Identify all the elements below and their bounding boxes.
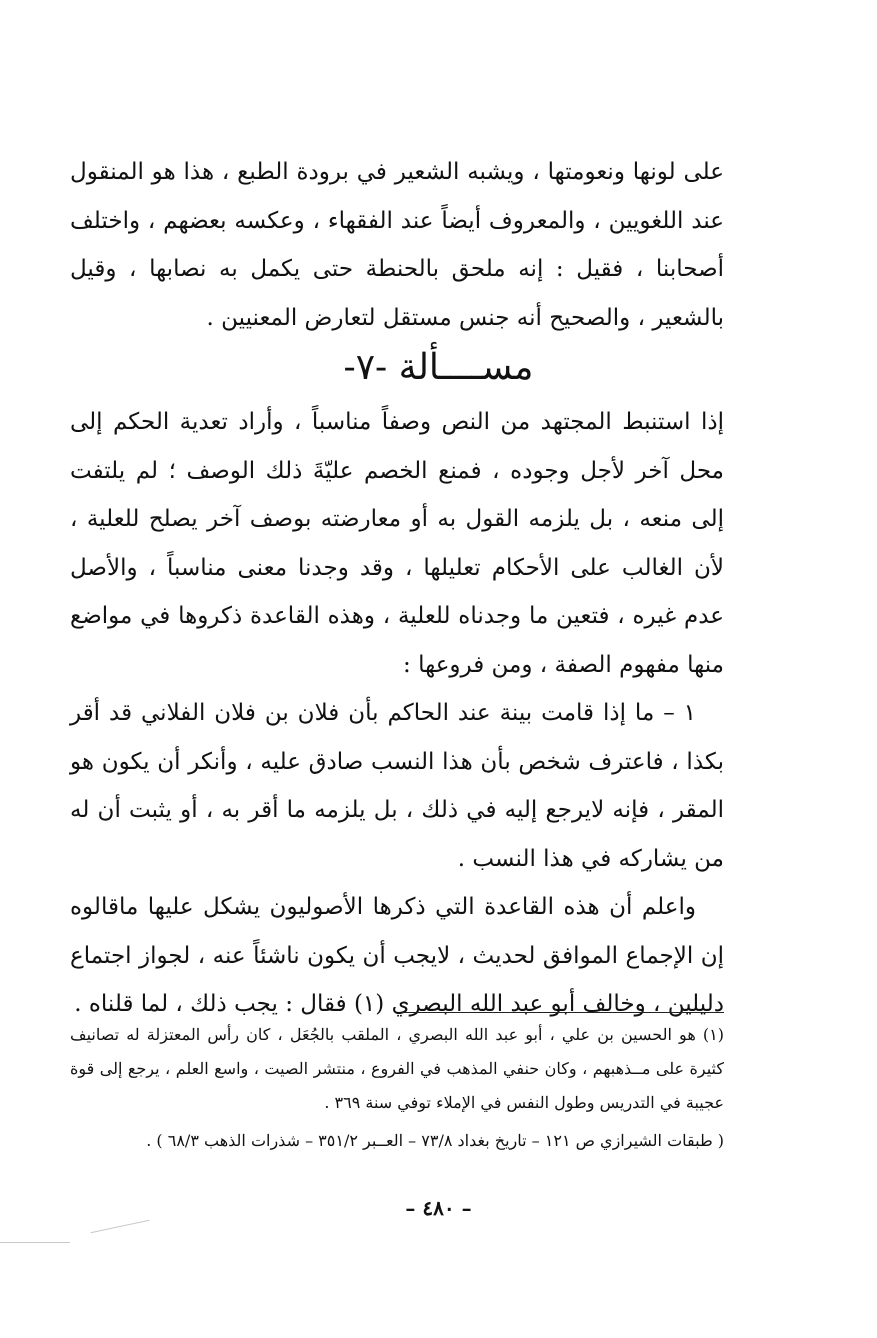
scan-artifact-line: [0, 1242, 70, 1243]
main-section: [70, 398, 724, 1029]
branch-1-paragraph: ١ – ما إذا قامت بينة عند الحاكم بأن فلان بن فلان الفلاني قد أقر بكذا ، فاعترف شخص بأن هذا النسب صادق عليه ، وأنكر أن يكون هو المقر ، فإنه لايرجع إليه في ذلك ، بل يلزمه ما أقر به ، أو يثبت أن له من يشاركه في هذا النسب .: [70, 700, 724, 872]
page-number: – ٤٨٠ –: [405, 1196, 472, 1220]
footnote-sources: ( طبقات الشيرازي ص ١٢١ – تاريخ بغداد ٧٣/٨ – العــبر ٣٥١/٢ – شذرات الذهب ٦٨/٣ ) .: [146, 1131, 724, 1150]
section-heading: مســــألة -٧-: [343, 347, 534, 388]
main-paragraph: إذا استنبط المجتهد من النص وصفاً مناسباً ، وأراد تعدية الحكم إلى محل آخر لأجل وجوده ، فمنع الخصم عليّةَ ذلك الوصف ؛ لم يلتفت إلى منعه ، بل يلزمه القول به أو معارضته بوصف آخر يصلح للعلية ، لأن الغالب على الأحكام تعليلها ، وقد وجدنا معنى مناسباً ، والأصل عدم غيره ، فتعين ما وجدناه للعلية ، وهذه القاعدة ذكروها في مواضع منها مفهوم الصفة ، ومن فروعها :: [70, 409, 724, 678]
intro-paragraph: على لونها ونعومتها ، ويشبه الشعير في برودة الطبع ، هذا هو المنقول عند اللغويين ، والمعروف أيضاً عند الفقهاء ، وعكسه بعضهم ، واختلف أصحابنا ، فقيل : إنه ملحق بالحنطة حتى يكمل به نصابها ، وقيل بالشعير ، والصحيح أنه جنس مستقل لتعارض المعنيين .: [70, 159, 724, 331]
footnote-separator: [402, 1012, 724, 1013]
intro-section: [70, 148, 724, 342]
footnote-1: (١) هو الحسين بن علي ، أبو عبد الله البصري ، الملقب بالجُعَل ، كان رأس المعتزلة له تصانيف كثيرة على مــذهبهم ، وكان حنفي المذهب في الفروع ، منتشر الصيت ، واسع العلم ، يرجع إلى قوة عجيبة في التدريس وطول النفس في الإملاء توفي سنة ٣٦٩ .: [70, 1025, 724, 1112]
closing-paragraph: واعلم أن هذه القاعدة التي ذكرها الأصوليون يشكل عليها ماقالوه إن الإجماع الموافق لحديث ، لايجب أن يكون ناشئاً عنه ، لجواز اجتماع دليلين ، وخالف أبو عبد الله البصري (١) فقال : يجب ذلك ، لما قلناه .: [70, 894, 724, 1017]
footnotes-section: [70, 1018, 724, 1158]
